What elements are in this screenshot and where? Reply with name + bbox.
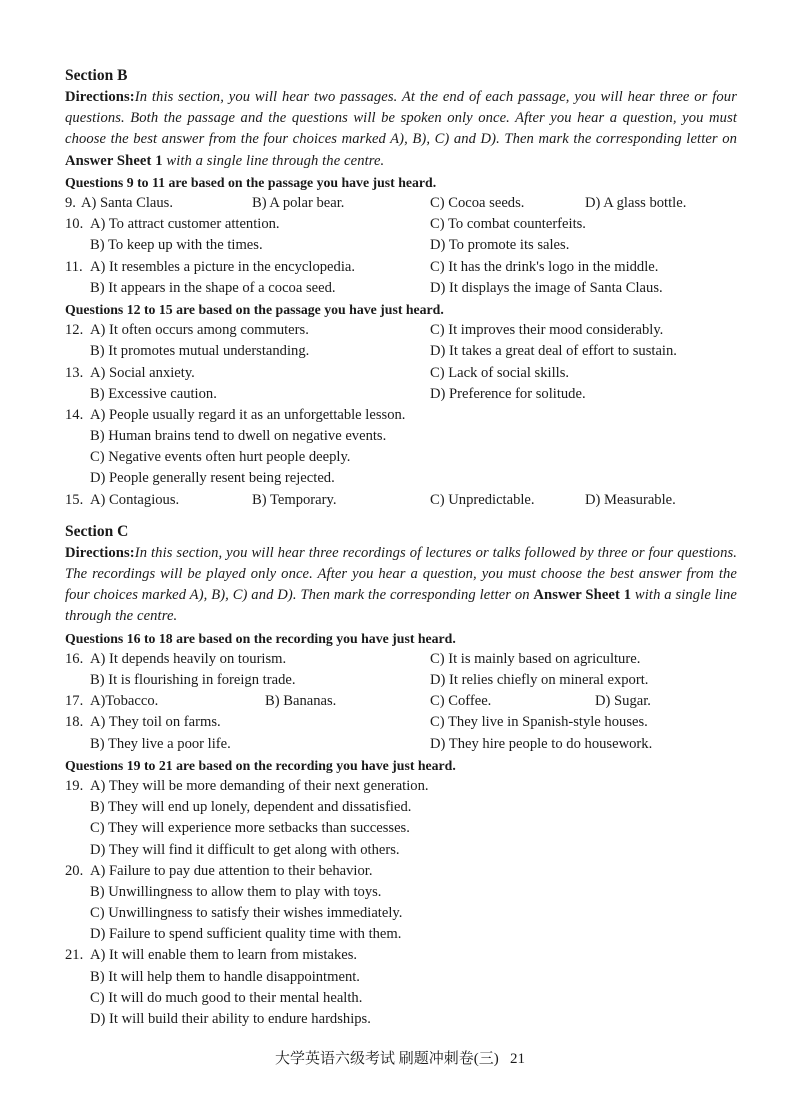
answer-option: D) To promote its sales.	[430, 237, 570, 254]
answer-option: B) It will help them to handle disappointment.	[90, 968, 360, 985]
answer-option: B) It promotes mutual understanding.	[90, 343, 310, 360]
answer-option: D) People generally resent being rejected.	[90, 470, 335, 487]
question-row	[65, 840, 737, 861]
answer-option: D) It relies chiefly on mineral export.	[430, 672, 649, 688]
answer-option: B) They live a poor life.	[90, 735, 231, 752]
question-group-heading: Questions 16 to 18 are based on the recording you have just heard.	[65, 630, 456, 646]
answer-option: C) It will do much good to their mental health.	[90, 989, 363, 1006]
question-row	[65, 235, 737, 256]
question-group-heading: Questions 12 to 15 are based on the passage you have just heard.	[65, 301, 444, 317]
question-row	[65, 924, 737, 945]
answer-option: B) Human brains tend to dwell on negative events.	[90, 428, 387, 445]
question-number: 11.	[65, 258, 83, 275]
answer-option: B) Temporary.	[252, 491, 337, 508]
question-row	[65, 649, 737, 670]
question-row	[65, 903, 737, 924]
question-row	[65, 447, 737, 468]
answer-option: C) It improves their mood considerably.	[430, 322, 664, 339]
question-row	[65, 341, 737, 362]
question-row	[65, 257, 737, 278]
answer-option: D) Failure to spend sufficient quality time with them.	[90, 926, 402, 943]
question-number: 18.	[65, 714, 84, 731]
question-number: 10.	[65, 216, 84, 233]
directions-text: In this section, you will hear three recordings of lectures or talks followed by three or four questions. The recordings will be played only once. After you hear a question, you must choose the best answer from the four choices marked A), B), C) and D). Then mark the corresponding letter on	[65, 544, 737, 604]
directions-text-end: with a single line through the centre.	[65, 587, 737, 625]
directions	[65, 87, 737, 172]
directions-label: Directions:	[65, 544, 135, 561]
question-number: 15.	[65, 491, 84, 508]
question-row	[65, 384, 737, 405]
question-row	[65, 712, 737, 733]
answer-option: D) They will find it difficult to get along with others.	[90, 841, 400, 858]
answer-option: D) Preference for solitude.	[430, 385, 586, 402]
question-number: 17.	[65, 693, 84, 710]
directions-label: Directions:	[65, 89, 135, 105]
answer-option: D) Measurable.	[585, 491, 676, 508]
question-row	[65, 818, 737, 839]
answer-option: A) It will enable them to learn from mistakes.	[90, 947, 358, 964]
answer-option: B) It is flourishing in foreign trade.	[90, 672, 296, 688]
question-row	[65, 320, 737, 341]
question-group-heading: Questions 9 to 11 are based on the passage you have just heard.	[65, 174, 437, 190]
question-row	[65, 945, 737, 966]
answer-option: C) Coffee.	[430, 693, 492, 710]
page-number: 21	[510, 1051, 525, 1067]
question-row	[65, 490, 737, 511]
footer-title: 大学英语六级考试 刷题冲刺卷(三)	[275, 1051, 499, 1067]
answer-option: D) They hire people to do housework.	[430, 735, 653, 752]
question-row	[65, 405, 737, 426]
question-row	[65, 776, 737, 797]
question-number: 9.	[65, 195, 76, 211]
answer-sheet-ref: Answer Sheet 1	[533, 587, 632, 604]
question-row	[65, 734, 737, 755]
question-row	[65, 214, 737, 235]
answer-option: C) It has the drink's logo in the middle.	[430, 258, 659, 275]
question-row	[65, 278, 737, 299]
question-row	[65, 967, 737, 988]
answer-option: C) Lack of social skills.	[430, 364, 570, 381]
answer-option: A) It depends heavily on tourism.	[90, 650, 287, 667]
question-number: 16.	[65, 650, 84, 667]
section-gap	[65, 511, 737, 520]
question-row	[65, 193, 737, 214]
answer-option: A)Tobacco.	[90, 693, 159, 710]
question-number: 13.	[65, 364, 84, 381]
directions-text: In this section, you will hear two passages. At the end of each passage, you will hear three or four questions. Both the passage and the questions will be spoken only once. After you hear a question, you must choose the best answer from the four choices marked A), B), C) and D). Then mark the corresponding letter on	[65, 89, 737, 148]
question-row	[65, 988, 737, 1009]
answer-option: A) Social anxiety.	[90, 364, 195, 381]
page-footer	[0, 1047, 800, 1068]
answer-option: A) It resembles a picture in the encyclopedia.	[90, 258, 356, 275]
answer-option: A) They toil on farms.	[90, 714, 221, 731]
question-number: 12.	[65, 322, 84, 339]
answer-option: A) Failure to pay due attention to their behavior.	[90, 862, 373, 879]
question-row	[65, 1009, 737, 1030]
answer-option: D) It takes a great deal of effort to sustain.	[430, 343, 677, 360]
question-row	[65, 670, 737, 691]
answer-option: C) They will experience more setbacks than successes.	[90, 820, 410, 837]
question-row	[65, 426, 737, 447]
answer-option: C) They live in Spanish-style houses.	[430, 714, 648, 731]
answer-option: C) It is mainly based on agriculture.	[430, 650, 641, 667]
answer-option: C) Unpredictable.	[430, 491, 535, 508]
answer-option: A) Contagious.	[90, 491, 180, 508]
question-row	[65, 882, 737, 903]
answer-option: D) Sugar.	[595, 693, 651, 710]
answer-option: C) Unwillingness to satisfy their wishes immediately.	[90, 905, 403, 922]
answer-option: C) To combat counterfeits.	[430, 216, 586, 233]
question-row	[65, 797, 737, 818]
question-row	[65, 363, 737, 384]
answer-option: A) People usually regard it as an unforgettable lesson.	[90, 406, 406, 423]
answer-option: B) They will end up lonely, dependent and dissatisfied.	[90, 799, 412, 816]
exam-page	[65, 64, 737, 1030]
answer-option: B) To keep up with the times.	[90, 237, 263, 254]
answer-option: A) They will be more demanding of their next generation.	[90, 777, 429, 794]
answer-option: A) It often occurs among commuters.	[90, 322, 309, 339]
answer-option: B) Bananas.	[265, 693, 337, 710]
directions	[65, 543, 737, 628]
section-title: Section B	[65, 67, 128, 84]
question-number: 21.	[65, 947, 84, 964]
question-number: 20.	[65, 862, 84, 879]
question-row	[65, 861, 737, 882]
answer-option: D) A glass bottle.	[585, 195, 687, 211]
section-title: Section C	[65, 522, 129, 540]
answer-option: B) It appears in the shape of a cocoa seed.	[90, 279, 336, 296]
answer-option: B) A polar bear.	[252, 195, 345, 211]
answer-option: C) Cocoa seeds.	[430, 195, 525, 211]
question-group-heading: Questions 19 to 21 are based on the recording you have just heard.	[65, 757, 456, 773]
directions-text-end: with a single line through the centre.	[162, 152, 385, 169]
answer-option: A) To attract customer attention.	[90, 216, 280, 233]
answer-option: D) It displays the image of Santa Claus.	[430, 279, 663, 296]
answer-option: A) Santa Claus.	[81, 195, 174, 211]
answer-option: C) Negative events often hurt people deeply.	[90, 449, 351, 466]
answer-option: D) It will build their ability to endure hardships.	[90, 1011, 371, 1027]
answer-sheet-ref: Answer Sheet 1	[65, 152, 163, 169]
question-row	[65, 468, 737, 489]
answer-option: B) Excessive caution.	[90, 385, 217, 402]
question-number: 19.	[65, 777, 84, 794]
question-number: 14.	[65, 406, 84, 423]
answer-option: B) Unwillingness to allow them to play with toys.	[90, 883, 382, 900]
question-row	[65, 691, 737, 712]
